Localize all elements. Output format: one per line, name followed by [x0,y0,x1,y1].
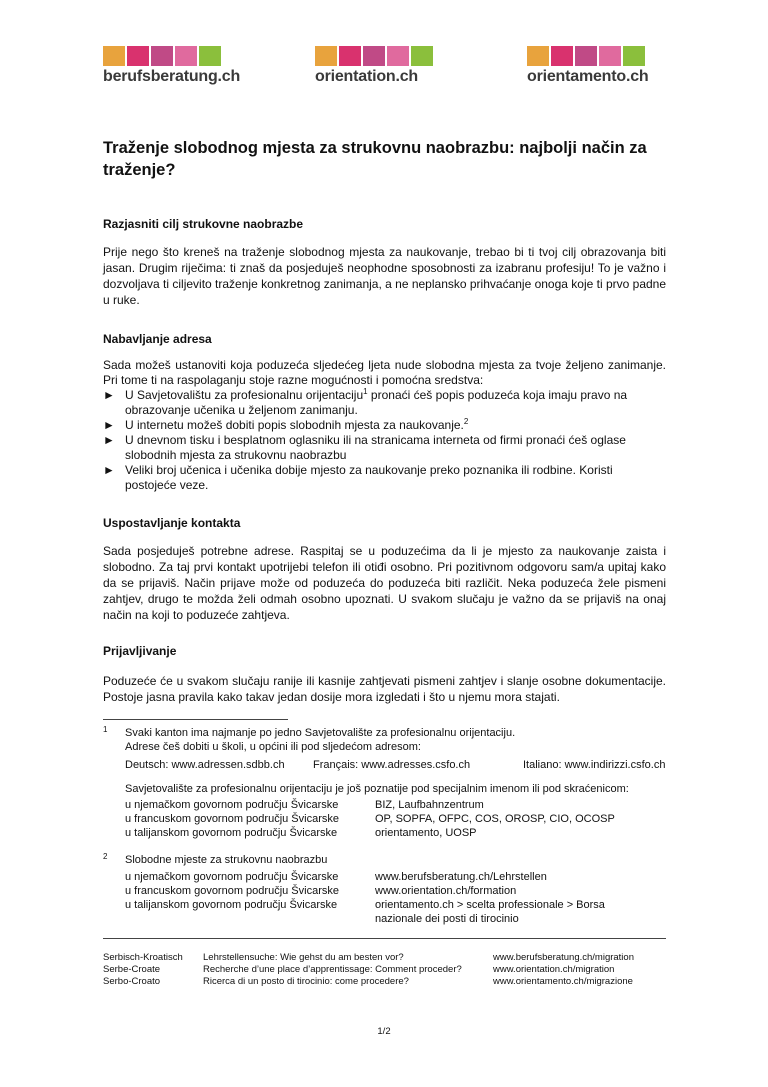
logo-text: berufsberatung.ch [103,68,241,85]
section-text-application: Poduzeće će u svakom slučaju ranije ili kasnije zahtjevati pismeni zahtjev i slanje osobne dokumentacije. Postoje jasna pravila kako takav jedan dosije mora izgledati i što u njemu mora stajati. [103,674,666,704]
logo-berufsberatung [103,46,253,96]
logo-text: orientation.ch [315,68,418,85]
logo-icon [103,46,253,66]
region-value: orientamento, UOSP [375,827,477,839]
region-label: u talijanskom govornom području Švicarske [125,827,338,839]
region-label: u talijanskom govornom području Švicarske [125,899,338,911]
region-label: u francuskom govornom području Švicarske [125,813,339,825]
section-heading-goal: Razjasniti cilj strukovne naobrazbe [103,217,304,231]
list-item [103,388,666,418]
footnote-line: Slobodne mjeste za strukovnu naobrazbu [125,854,328,866]
list-item [103,433,666,463]
bullet-list [103,388,666,493]
region-label: u njemačkom govornom području Švicarske [125,871,339,883]
bullet-text: U internetu možeš dobiti popis slobodnih mjesta za naukovanje.$^2$ [125,417,469,432]
footer-row: Serbe-Croate Recherche d’une place d’apprentissage: Comment proceder? www.orientation.ch/migration [103,964,615,975]
footnote-ref: 2 [463,417,469,426]
footer-link[interactable]: www.orientation.ch/migration [493,964,615,975]
footnote-line: Svaki kanton ima najmanje po jedno Savjetovalište za profesionalnu orijentaciju. [125,727,516,739]
footnote-line: Savjetovalište za profesionalnu orijentaciju je još poznatije pod specijalnim imenom ili pod skraćenicom: [125,783,629,795]
footer-link[interactable]: www.orientamento.ch/migrazione [493,976,633,987]
logo-icon [315,46,465,66]
list-item [103,463,666,493]
page-number: 1/2 [377,1026,391,1037]
region-value: OP, SOPFA, OFPC, COS, OROSP, CIO, OCOSP [375,813,615,825]
logo-orientation [315,46,465,96]
footnote-1 [103,726,666,840]
footnote-2 [103,853,666,926]
bullet-text: U Savjetovalištu za profesionalnu orijentaciju$^1$ pronaći ćeš popis poduzeća koja imaju pravo na obrazovanje učenika u željenom zanimanju. [125,387,628,417]
footnote-number: 1 [103,725,108,734]
section-heading-addresses: Nabavljanje adresa [103,332,212,346]
logo-text: orientamento.ch [527,68,649,85]
bullet-arrow-icon: ► [103,418,115,432]
section-text-addresses: Sada možeš ustanoviti koja poduzeća sljedećeg ljeta nude slobodna mjesta za tvoje željeno zanimanje. Pri tome ti na raspolaganju stoje razne mogućnosti i pomoćna sredstva: [103,358,666,387]
region-label: u njemačkom govornom području Švicarske [125,799,339,811]
link-francais[interactable]: Français: www.adresses.csfo.ch [313,759,471,771]
region-link[interactable]: www.orientation.ch/formation [375,885,517,897]
footer [103,952,666,988]
bullet-text: U dnevnom tisku i besplatnom oglasniku ili na stranicama interneta od firmi pronaći ćeš oglase slobodnih mjesta za strukovnu naobrazbu [125,433,626,462]
bullet-arrow-icon: ► [103,463,115,477]
region-link[interactable]: www.berufsberatung.ch/Lehrstellen [375,871,547,883]
footnote-divider [103,719,288,720]
footnote-line: Adrese češ dobiti u školi, u općini ili pod sljedećom adresom: [125,741,421,753]
section-heading-contact: Uspostavljanje kontakta [103,516,241,530]
list-item [103,418,666,433]
bullet-text: Veliki broj učenica i učenika dobije mjesto za naukovanje preko poznanika ili rodbine. Koristi postojeće veze. [125,463,613,492]
section-text-goal: Prije nego što kreneš na traženje slobodnog mjesta za naukovanje, trebao bi ti tvoj cilj obrazovanja biti jasan. Drugim riječima: ti znaš da posjeduješ neophodne sposobnosti za izabranu profesiju! To je važno i dozvoljava ti ciljevito traženje konkretnog zanimanja, a ne neplansko prihvaćanje onoga koje ti prvo padne u ruke. [103,245,667,307]
logo-icon [527,46,677,66]
region-link[interactable]: orientamento.ch > scelta professionale > Borsa [375,899,605,911]
footnote-ref: 1 [363,387,368,396]
footer-row: Serbo-Croato Ricerca di un posto di tirocinio: come procedere? www.orientamento.ch/migrazione [103,976,633,987]
link-deutsch[interactable]: Deutsch: www.adressen.sdbb.ch [125,759,285,771]
region-link-continued: nazionale dei posti di tirocinio [375,913,519,925]
footnote-number: 2 [103,852,108,861]
region-label: u francuskom govornom području Švicarske [125,885,339,897]
footer-row: Serbisch-Kroatisch Lehrstellensuche: Wie gehst du am besten vor? www.berufsberatung.ch/migration [103,952,634,963]
logo-orientamento [527,46,677,96]
bullet-arrow-icon: ► [103,433,115,447]
link-italiano[interactable]: Italiano: www.indirizzi.csfo.ch [523,759,666,771]
footer-divider [103,938,666,939]
section-text-contact: Sada posjeduješ potrebne adrese. Raspitaj se u poduzećima da li je mjesto za naukovanje zaista i slobodno. Za taj prvi kontakt upotrijebi telefon ili otiđi osobno. Pri pozitivnom odgovoru sam/a upitaj kako da se prijaviš. Način prijave može od poduzeća do poduzeća biti različit. Neka poduzeća žele pismeni zahtjev, drugo te možda želi odmah osobno upoznati. U svakom slučaju je važno da se prijaviš na onaj način na koji to poduzeće zahtjeva. [103,544,666,622]
footer-link[interactable]: www.berufsberatung.ch/migration [493,952,634,963]
page-title: Traženje slobodnog mjesta za strukovnu naobrazbu: najbolji način za traženje? [103,139,647,179]
bullet-arrow-icon: ► [103,388,115,402]
section-heading-application: Prijavljivanje [103,644,177,658]
region-value: BIZ, Laufbahnzentrum [375,799,484,811]
